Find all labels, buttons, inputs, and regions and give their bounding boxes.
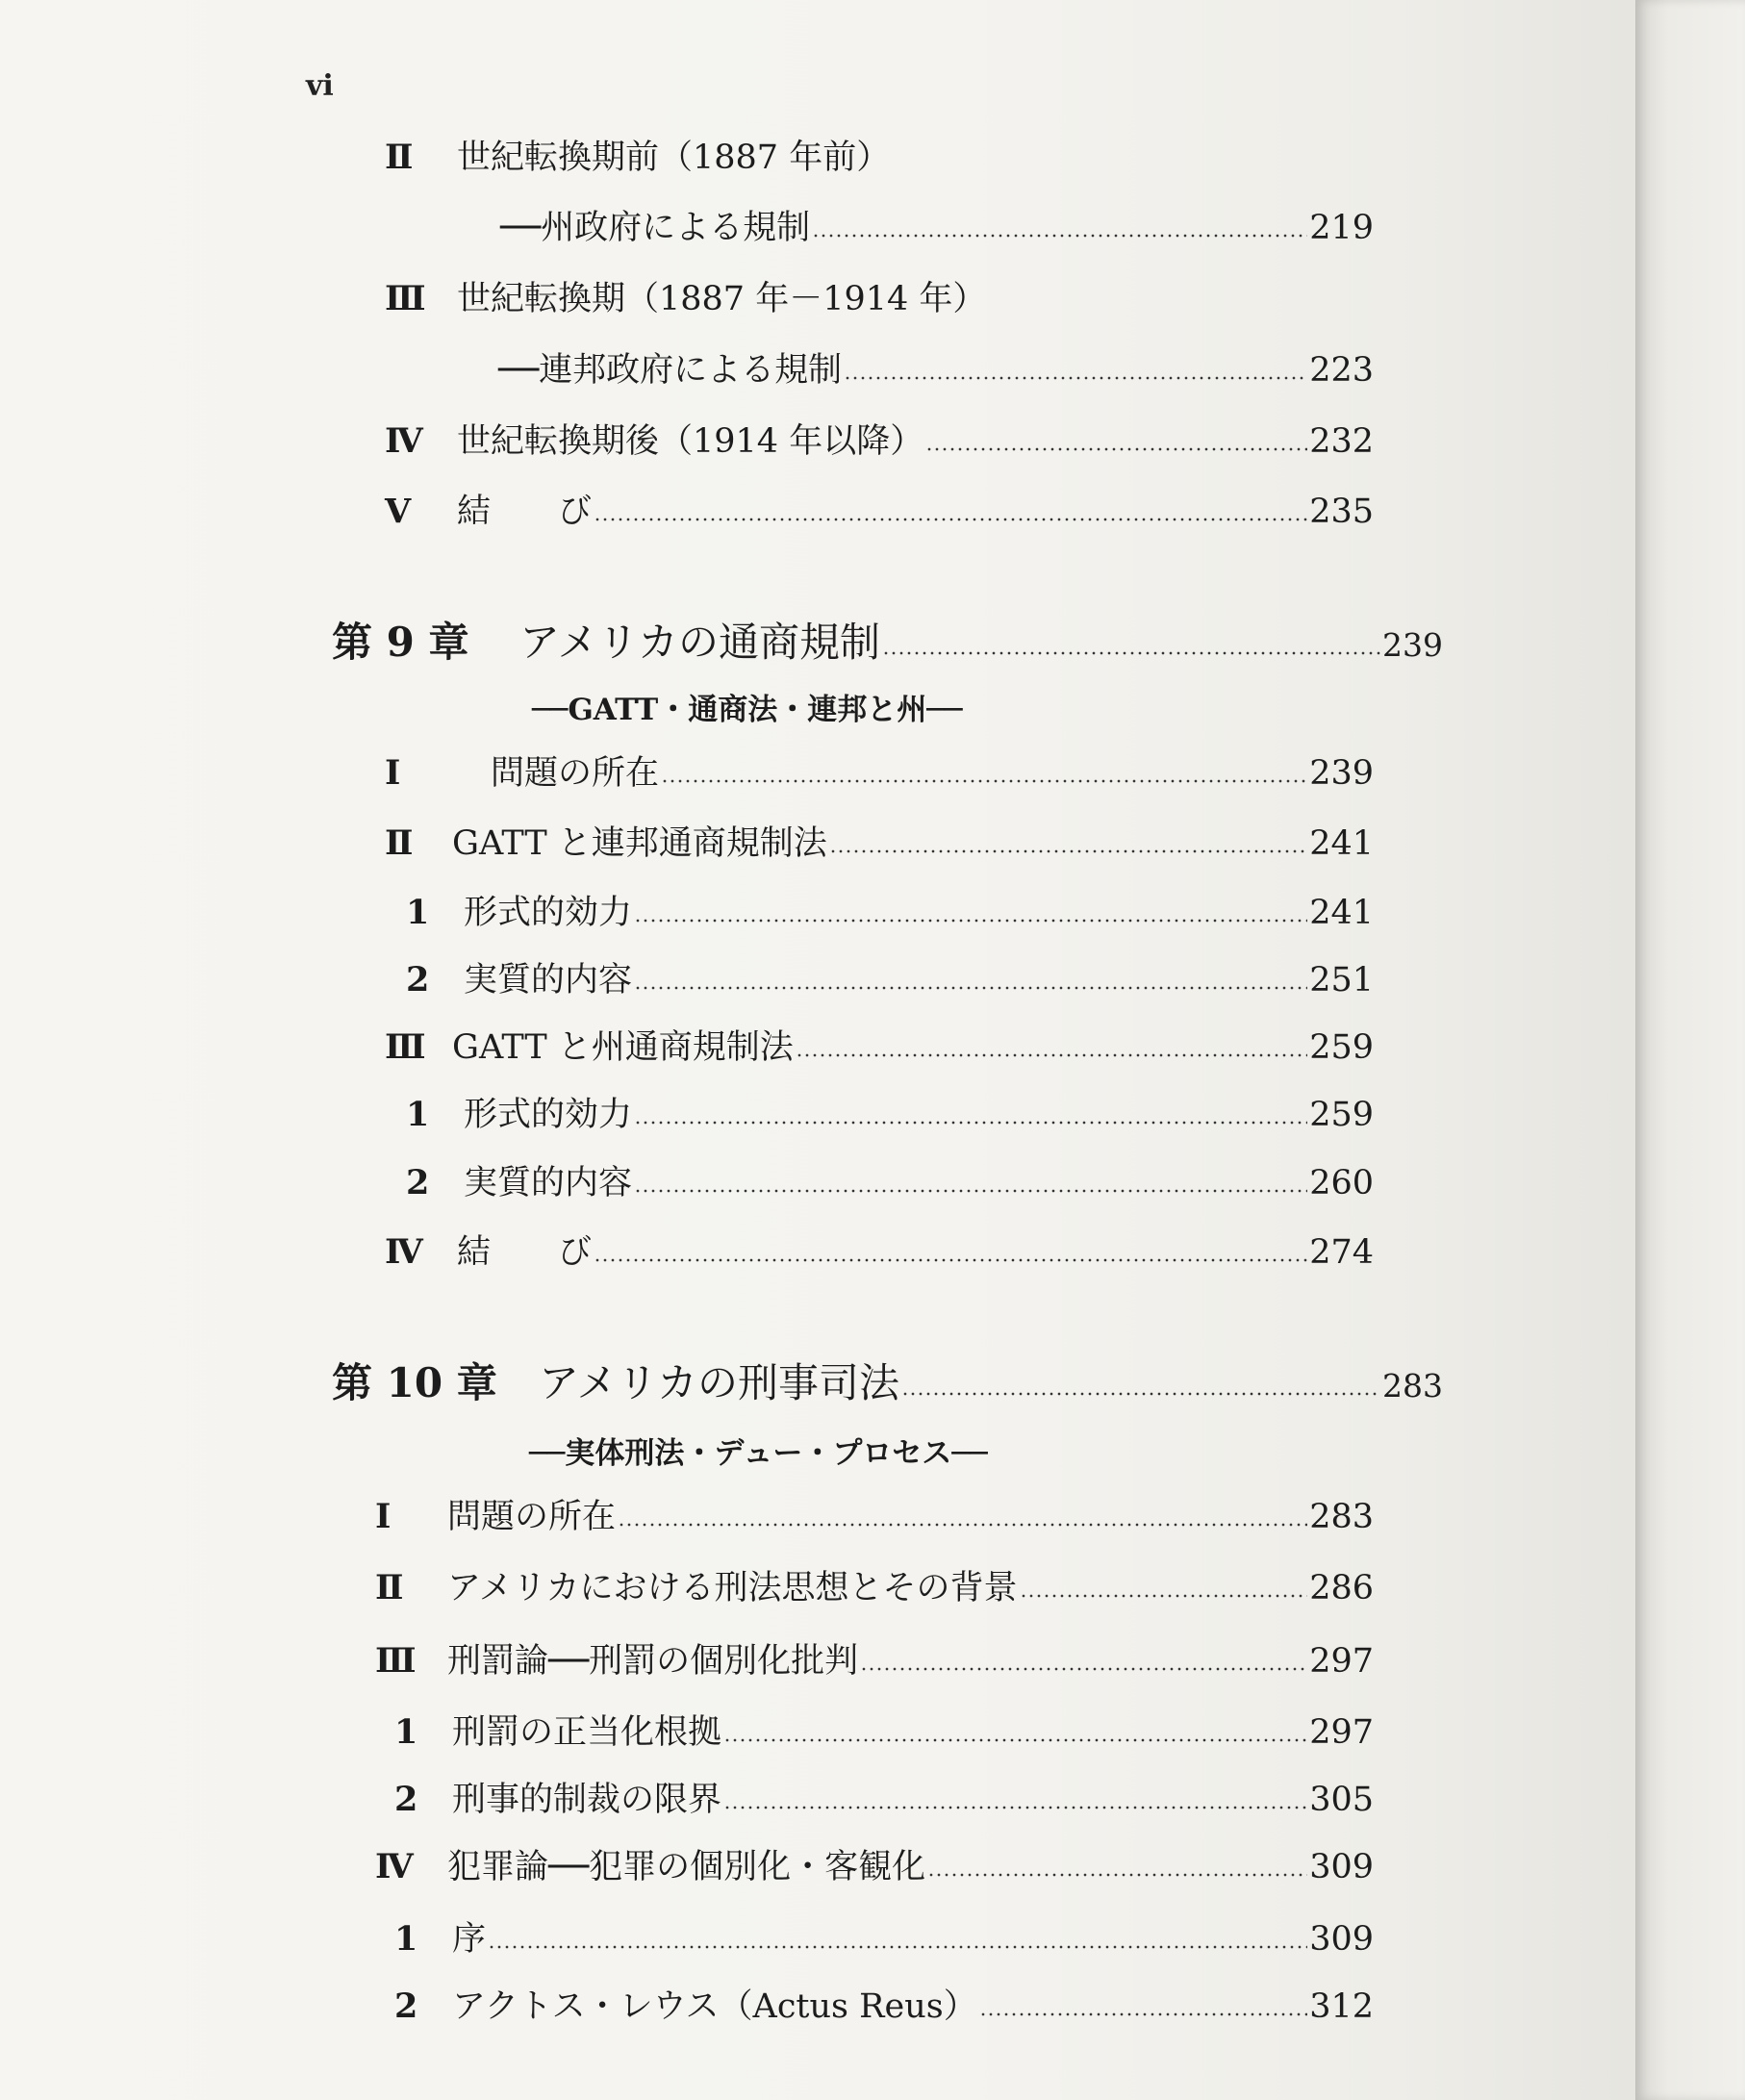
entry-title: ──州政府による規制 xyxy=(500,209,811,247)
entry-page-number: 235 xyxy=(1309,493,1374,531)
entry-number: Ⅱ xyxy=(385,138,414,177)
dot-leader xyxy=(925,447,1307,451)
entry-title: アメリカの刑事司法 xyxy=(539,1359,900,1406)
dot-leader xyxy=(634,986,1307,990)
entry-number: Ⅰ xyxy=(375,1497,392,1536)
dot-leader xyxy=(488,1945,1307,1949)
toc-entry[interactable] xyxy=(394,1921,1374,1959)
dot-leader xyxy=(860,1667,1307,1671)
entry-number: 第 10 章 xyxy=(332,1359,497,1406)
toc-entry[interactable] xyxy=(375,1570,1374,1607)
entry-title: 世紀転換期後（1914 年以降） xyxy=(457,422,924,461)
entry-title: アメリカにおける刑法思想とその背景 xyxy=(447,1569,1018,1607)
entry-page-number: 239 xyxy=(1382,626,1443,664)
toc-entry[interactable] xyxy=(385,281,986,318)
dot-leader xyxy=(634,919,1307,923)
entry-title: 問題の所在 xyxy=(491,754,660,793)
entry-title: 結 び xyxy=(457,493,593,531)
entry-page-number: 232 xyxy=(1309,422,1374,461)
dot-leader xyxy=(796,1053,1307,1057)
entry-number: 2 xyxy=(394,1780,418,1819)
entry-number: 1 xyxy=(394,1919,418,1959)
entry-number: Ⅱ xyxy=(375,1568,404,1607)
entry-number: 2 xyxy=(394,1986,418,2026)
entry-page-number: 309 xyxy=(1309,1848,1374,1886)
toc-entry[interactable] xyxy=(406,895,1374,932)
toc-entry[interactable] xyxy=(385,493,1374,531)
entry-title: 犯罪論──犯罪の個別化・客観化 xyxy=(447,1848,926,1886)
entry-number: Ⅲ xyxy=(385,279,426,318)
toc-entry[interactable] xyxy=(406,1097,1374,1134)
facing-page-edge xyxy=(1635,0,1745,2100)
entry-title: 序 xyxy=(452,1920,487,1959)
toc-entry[interactable] xyxy=(406,962,1374,999)
toc-entry[interactable] xyxy=(385,1234,1374,1272)
entry-page-number: 274 xyxy=(1309,1233,1374,1272)
entry-title: 世紀転換期（1887 年－1914 年） xyxy=(457,280,987,318)
toc-entry[interactable] xyxy=(394,1782,1374,1819)
entry-number: Ⅲ xyxy=(375,1641,417,1681)
entry-page-number: 309 xyxy=(1309,1920,1374,1959)
entry-title: GATT と州通商規制法 xyxy=(452,1028,794,1067)
entry-number: 1 xyxy=(406,1095,430,1134)
dot-leader xyxy=(594,518,1307,521)
entry-page-number: 260 xyxy=(1309,1164,1374,1202)
chapter-heading[interactable] xyxy=(332,1361,1443,1405)
dot-leader xyxy=(634,1189,1307,1193)
entry-page-number: 219 xyxy=(1309,209,1374,247)
entry-number: 1 xyxy=(394,1712,418,1752)
dot-leader xyxy=(723,1806,1307,1809)
dot-leader xyxy=(829,849,1307,853)
toc-entry[interactable] xyxy=(394,1988,1374,2026)
toc-entry[interactable] xyxy=(375,1643,1374,1681)
entry-number: Ⅲ xyxy=(385,1027,426,1067)
entry-title: アクトス・レウス（Actus Reus） xyxy=(452,1987,977,2026)
toc-entry[interactable] xyxy=(385,1029,1374,1067)
entry-page-number: 223 xyxy=(1309,351,1374,390)
entry-title: 実質的内容 xyxy=(464,1164,633,1202)
entry-page-number: 259 xyxy=(1309,1028,1374,1067)
dot-leader xyxy=(618,1523,1307,1527)
toc-entry[interactable] xyxy=(498,352,1374,390)
entry-page-number: 297 xyxy=(1309,1713,1374,1752)
entry-title: 実質的内容 xyxy=(464,961,633,999)
entry-number: Ⅳ xyxy=(385,1232,423,1272)
toc-entry[interactable] xyxy=(500,210,1374,247)
dot-leader xyxy=(812,234,1307,238)
entry-number: Ⅱ xyxy=(385,823,414,863)
entry-page-number: 305 xyxy=(1309,1781,1374,1819)
entry-title: 刑罰の正当化根拠 xyxy=(452,1713,722,1752)
entry-title: 刑罰論──刑罰の個別化批判 xyxy=(447,1642,859,1681)
entry-title: アメリカの通商規制 xyxy=(519,619,881,666)
entry-page-number: 251 xyxy=(1309,961,1374,999)
toc-entry[interactable] xyxy=(385,825,1374,863)
page-number: vi xyxy=(306,69,334,103)
dot-leader xyxy=(901,1392,1380,1396)
entry-page-number: 239 xyxy=(1309,754,1374,793)
dot-leader xyxy=(844,376,1307,380)
dot-leader xyxy=(882,651,1380,655)
entry-title: 形式的効力 xyxy=(464,894,633,932)
entry-page-number: 241 xyxy=(1309,894,1374,932)
entry-title: GATT と連邦通商規制法 xyxy=(452,824,827,863)
entry-page-number: 283 xyxy=(1309,1498,1374,1536)
dot-leader xyxy=(723,1738,1307,1742)
entry-number: Ⅰ xyxy=(385,753,401,793)
entry-title: 問題の所在 xyxy=(447,1498,617,1536)
entry-page-number: 241 xyxy=(1309,824,1374,863)
dot-leader xyxy=(634,1121,1307,1125)
dot-leader xyxy=(594,1258,1307,1262)
entry-page-number: 312 xyxy=(1309,1987,1374,2026)
dot-leader xyxy=(1020,1594,1308,1598)
entry-number: 2 xyxy=(406,960,430,999)
toc-entry[interactable] xyxy=(385,139,890,177)
entry-title: ──連邦政府による規制 xyxy=(498,351,843,390)
dot-leader xyxy=(661,779,1307,783)
entry-title: 刑事的制裁の限界 xyxy=(452,1781,722,1819)
entry-page-number: 286 xyxy=(1309,1569,1374,1607)
entry-title: 世紀転換期前（1887 年前） xyxy=(457,139,891,177)
entry-number: 1 xyxy=(406,893,430,932)
toc-entry[interactable] xyxy=(375,1849,1374,1886)
entry-title: 結 び xyxy=(457,1233,593,1272)
entry-page-number: 297 xyxy=(1309,1642,1374,1681)
toc-entry[interactable] xyxy=(385,755,1374,793)
chapter-subtitle: ──実体刑法・デュー・プロセス── xyxy=(529,1436,988,1471)
dot-leader xyxy=(927,1873,1307,1877)
toc-entry[interactable] xyxy=(385,423,1374,461)
entry-page-number: 259 xyxy=(1309,1096,1374,1134)
entry-number: 第 9 章 xyxy=(332,619,469,666)
entry-number: 2 xyxy=(406,1163,430,1202)
toc-entry[interactable] xyxy=(394,1714,1374,1752)
toc-entry[interactable] xyxy=(375,1499,1374,1536)
entry-title: 形式的効力 xyxy=(464,1096,633,1134)
entry-number: Ⅳ xyxy=(375,1847,414,1886)
chapter-heading[interactable] xyxy=(332,620,1443,665)
entry-number: Ⅴ xyxy=(385,492,412,531)
entry-page-number: 283 xyxy=(1382,1367,1443,1404)
entry-number: Ⅳ xyxy=(385,421,423,461)
toc-entry[interactable] xyxy=(406,1165,1374,1202)
dot-leader xyxy=(979,2012,1307,2016)
chapter-subtitle: ──GATT・通商法・連邦と州── xyxy=(532,693,963,727)
